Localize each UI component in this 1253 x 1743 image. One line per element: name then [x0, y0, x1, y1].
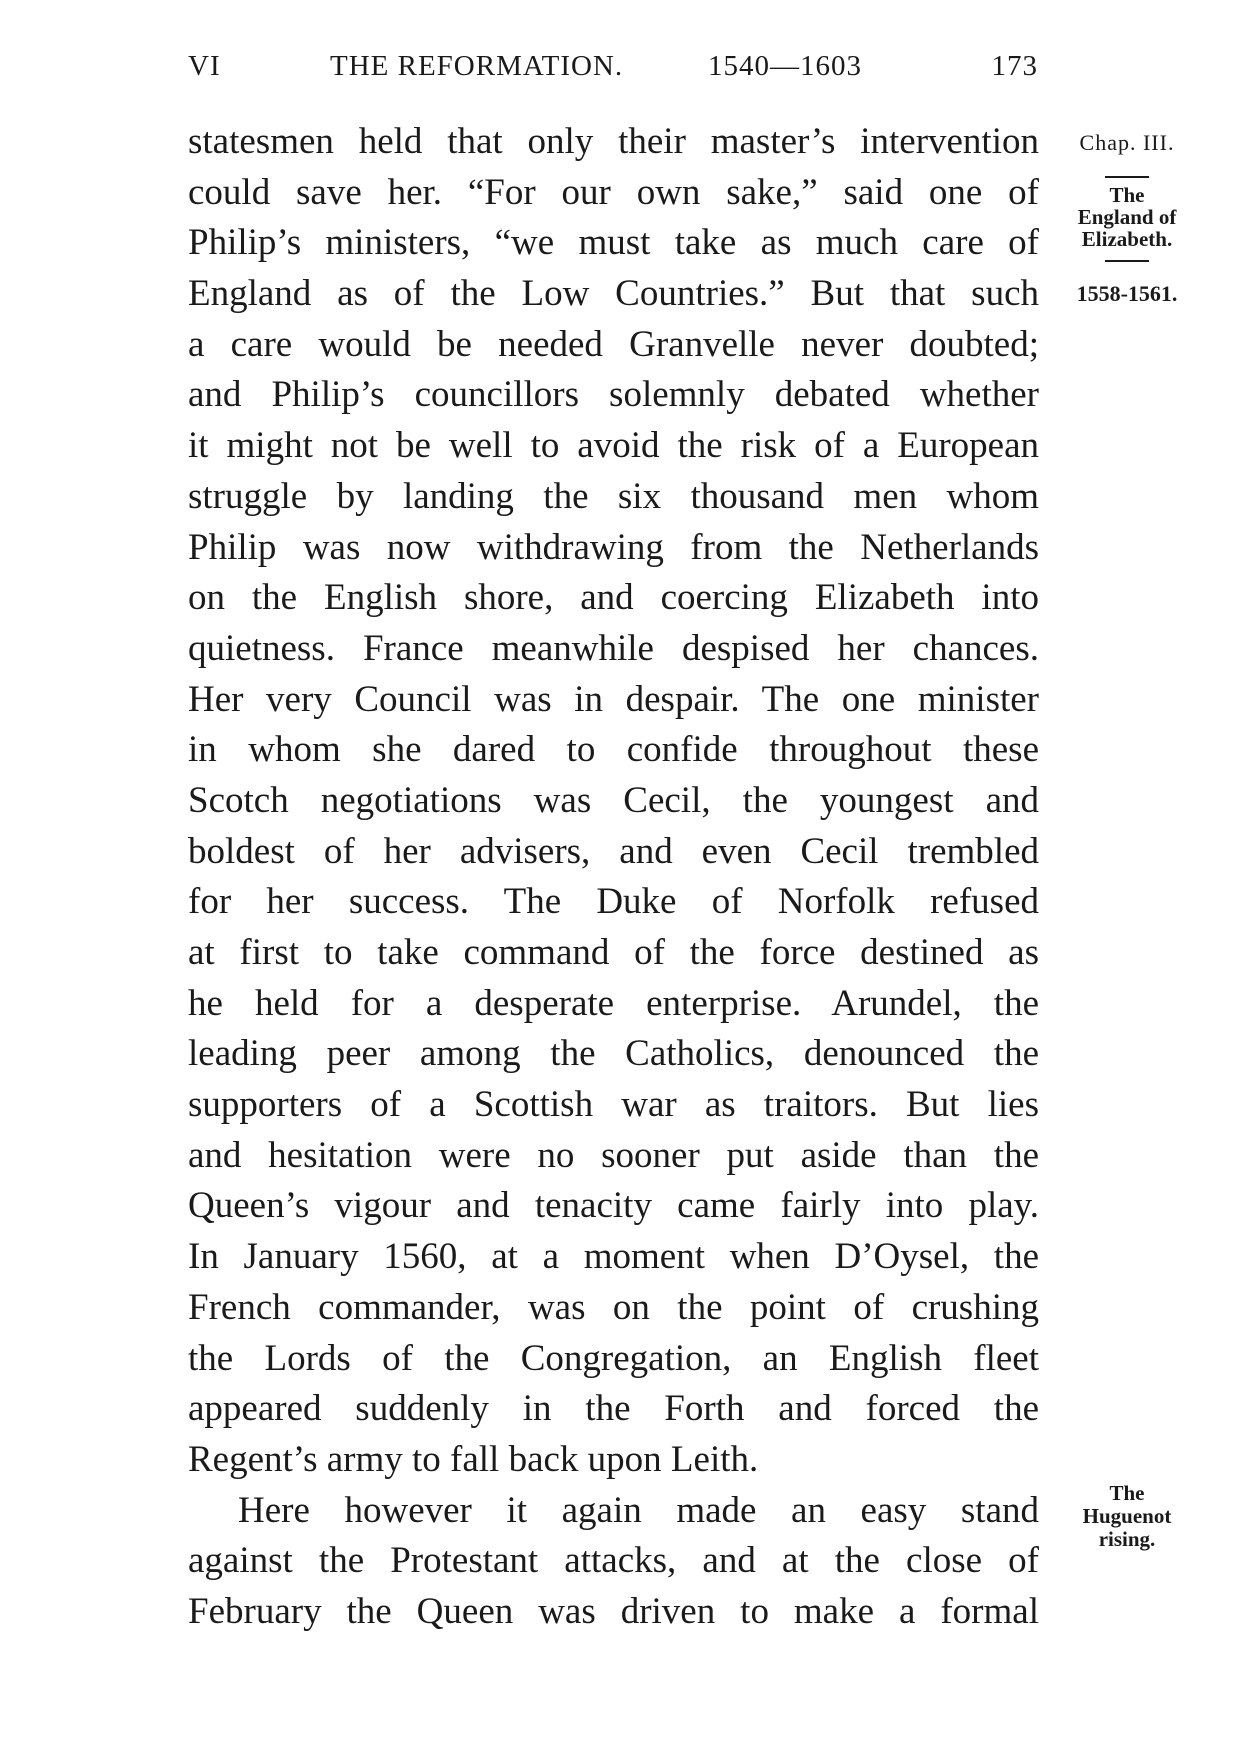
text-line: supporters of a Scottish war as traitors. But lies	[188, 1084, 1039, 1126]
text-line: and hesitation were no sooner put aside than the	[188, 1134, 1039, 1176]
text-line: Queen’s vigour and tenacity came fairly into play.	[188, 1185, 1039, 1227]
text-line: struggle by landing the six thousand men whom	[188, 475, 1039, 517]
margin-topic-line: England of	[1077, 205, 1177, 229]
text-line: he held for a desperate enterprise. Arundel, the	[188, 982, 1039, 1024]
header-title: THE REFORMATION.	[330, 50, 624, 82]
margin-topic-line: rising.	[1098, 1527, 1156, 1551]
text-line: it might not be well to avoid the risk of a European	[188, 425, 1039, 467]
text-line: the Lords of the Congregation, an English fleet	[188, 1337, 1039, 1379]
margin-dates: 1558-1561.	[1076, 281, 1178, 306]
text-line: statesmen held that only their master’s intervention	[188, 121, 1039, 162]
header-years: 1540—1603	[708, 50, 862, 82]
text-line: In January 1560, at a moment when D’Oysel, the	[188, 1236, 1039, 1278]
page-number: 173	[991, 50, 1038, 82]
text-line: appeared suddenly in the Forth and forced the	[188, 1388, 1039, 1430]
text-line: leading peer among the Catholics, denounced the	[188, 1033, 1039, 1075]
margin-topic-line: The	[1109, 1481, 1145, 1505]
text-line: February the Queen was driven to make a formal	[188, 1590, 1039, 1632]
margin-chapter-reference: Chap. III.	[1079, 130, 1175, 155]
text-line: for her success. The Duke of Norfolk refused	[188, 881, 1039, 923]
text-line: Philip’s ministers, “we must take as much care of	[188, 222, 1039, 264]
margin-rule	[1105, 260, 1149, 262]
margin-topic-line: Huguenot	[1082, 1504, 1172, 1528]
text-line: Philip was now withdrawing from the Netherlands	[188, 526, 1039, 568]
margin-topic-line: Elizabeth.	[1081, 227, 1173, 251]
margin-topic-england-of-elizabeth	[1052, 176, 1202, 262]
text-line: a care would be needed Granvelle never doubted;	[188, 323, 1039, 365]
text-line: Regent’s army to fall back upon Leith.	[188, 1438, 759, 1480]
text-line: could save her. “For our own sake,” said one of	[188, 171, 1039, 213]
margin-rule	[1105, 176, 1149, 178]
text-line: in whom she dared to confide throughout these	[188, 729, 1039, 771]
running-header	[188, 50, 1038, 90]
header-chapter: VI	[188, 50, 221, 82]
text-line: and Philip’s councillors solemnly debated whether	[188, 374, 1039, 416]
margin-topic-huguenot-rising	[1052, 1482, 1202, 1551]
text-line: Scotch negotiations was Cecil, the youngest and	[188, 779, 1039, 821]
text-line: Her very Council was in despair. The one minister	[188, 678, 1039, 720]
text-line: quietness. France meanwhile despised her chances.	[188, 627, 1039, 669]
text-line: against the Protestant attacks, and at the close of	[188, 1540, 1039, 1582]
text-line: boldest of her advisers, and even Cecil trembled	[188, 830, 1039, 872]
paragraph-start-line: Here however it again made an easy stand	[238, 1489, 1039, 1531]
text-line: England as of the Low Countries.” But that such	[188, 273, 1039, 315]
text-line: on the English shore, and coercing Elizabeth into	[188, 577, 1039, 619]
body-text	[188, 117, 1039, 1638]
text-line: French commander, was on the point of crushing	[188, 1286, 1039, 1328]
margin-topic-line: The	[1109, 183, 1145, 207]
text-line: at first to take command of the force destined as	[188, 932, 1039, 973]
